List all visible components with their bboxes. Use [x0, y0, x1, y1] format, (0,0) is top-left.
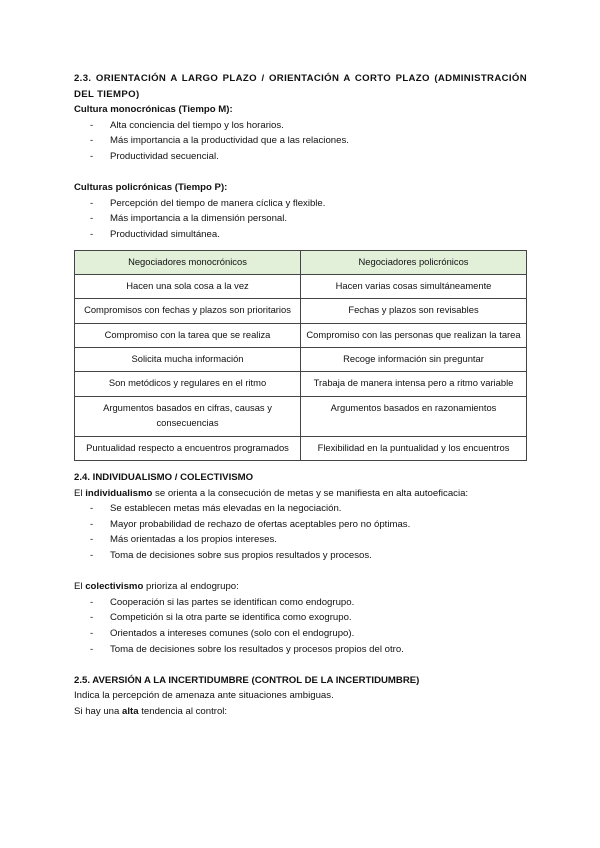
mono-heading: Cultura monocrónicas (Tiempo M):: [74, 104, 233, 116]
bullet-dash: -: [90, 135, 94, 147]
section-2-3-title: 2.3. ORIENTACIÓN A LARGO PLAZO / ORIENTACIÓN A CORTO PLAZO (ADMINISTRACIÓN DEL TIEMPO): [74, 73, 527, 100]
table-cell: Solicita mucha información: [75, 348, 301, 372]
table-cell: Argumentos basados en cifras, causas y consecuencias: [75, 396, 301, 436]
list-item: - Más importancia a la dimensión personal.: [74, 211, 527, 227]
poly-list: [74, 196, 527, 243]
bullet-dash: -: [90, 150, 94, 162]
table-cell: Hacen una sola cosa a la vez: [75, 274, 301, 298]
list-item: - Percepción del tiempo de manera cíclica y flexible.: [74, 196, 527, 212]
poly-heading: Culturas policrónicas (Tiempo P):: [74, 182, 228, 194]
bullet-dash: -: [90, 503, 94, 515]
list-item: - Alta conciencia del tiempo y los horarios.: [74, 118, 527, 134]
bullet-dash: -: [90, 643, 94, 655]
table-cell: Puntualidad respecto a encuentros programados: [75, 436, 301, 460]
uncertainty-line-1: Indica la percepción de amenaza ante situaciones ambiguas.: [74, 690, 334, 702]
bullet-dash: -: [90, 627, 94, 639]
colectivismo-list: [74, 595, 527, 657]
table-cell: Flexibilidad en la puntualidad y los encuentros: [301, 436, 527, 460]
list-item: - Mayor probabilidad de rechazo de ofertas aceptables pero no óptimas.: [74, 517, 527, 533]
table-cell: Recoge información sin preguntar: [301, 348, 527, 372]
bullet-dash: -: [90, 197, 94, 209]
individualismo-list: [74, 501, 527, 563]
list-item: - Orientados a intereses comunes (solo con el endogrupo).: [74, 626, 527, 642]
list-item: - Se establecen metas más elevadas en la negociación.: [74, 501, 527, 517]
table-cell: Hacen varias cosas simultáneamente: [301, 274, 527, 298]
colectivismo-intro: El colectivismo prioriza al endogrupo:: [74, 581, 239, 593]
list-item: - Más orientadas a los propios intereses.: [74, 532, 527, 548]
bullet-dash: -: [90, 612, 94, 624]
section-2-4-title: 2.4. INDIVIDUALISMO / COLECTIVISMO: [74, 472, 254, 484]
table-cell: Compromiso con la tarea que se realiza: [75, 323, 301, 347]
mono-list: [74, 118, 527, 165]
table-row: [75, 323, 527, 347]
negotiators-table: [74, 250, 527, 461]
bullet-dash: -: [90, 550, 94, 562]
bullet-dash: -: [90, 228, 94, 240]
table-cell: Compromiso con las personas que realizan la tarea: [301, 323, 527, 347]
bullet-dash: -: [90, 534, 94, 546]
individualismo-intro: El individualismo se orienta a la consecución de metas y se manifiesta en alta autoeficacia:: [74, 487, 469, 499]
list-item: - Productividad simultánea.: [74, 227, 527, 243]
list-item: - Toma de decisiones sobre los resultados y procesos propios del otro.: [74, 642, 527, 658]
list-item: - Toma de decisiones sobre sus propios resultados y procesos.: [74, 548, 527, 564]
page-content: [74, 71, 527, 719]
list-item: - Productividad secuencial.: [74, 149, 527, 165]
list-item: - Más importancia a la productividad que a las relaciones.: [74, 133, 527, 149]
table-row: [75, 348, 527, 372]
list-item: - Cooperación si las partes se identifican como endogrupo.: [74, 595, 527, 611]
bullet-dash: -: [90, 119, 94, 131]
table-row: [75, 372, 527, 396]
bullet-dash: -: [90, 213, 94, 225]
table-cell: Fechas y plazos son revisables: [301, 299, 527, 323]
uncertainty-line-2: Si hay una alta tendencia al control:: [74, 705, 228, 717]
list-item: - Competición si la otra parte se identifica como exogrupo.: [74, 610, 527, 626]
table-cell: Trabaja de manera intensa pero a ritmo variable: [301, 372, 527, 396]
column-header: Negociadores monocrónicos: [75, 251, 301, 274]
table-header-row: [75, 251, 527, 274]
column-header: Negociadores policrónicos: [301, 251, 527, 274]
bullet-dash: -: [90, 596, 94, 608]
table-row: [75, 299, 527, 323]
bullet-dash: -: [90, 518, 94, 530]
table-row: [75, 436, 527, 460]
table-cell: Compromisos con fechas y plazos son prioritarios: [75, 299, 301, 323]
table-row: [75, 396, 527, 436]
section-2-5-title: 2.5. AVERSIÓN A LA INCERTIDUMBRE (CONTROL DE LA INCERTIDUMBRE): [74, 674, 420, 686]
table-cell: Argumentos basados en razonamientos: [301, 396, 527, 436]
table-cell: Son metódicos y regulares en el ritmo: [75, 372, 301, 396]
table-row: [75, 274, 527, 298]
